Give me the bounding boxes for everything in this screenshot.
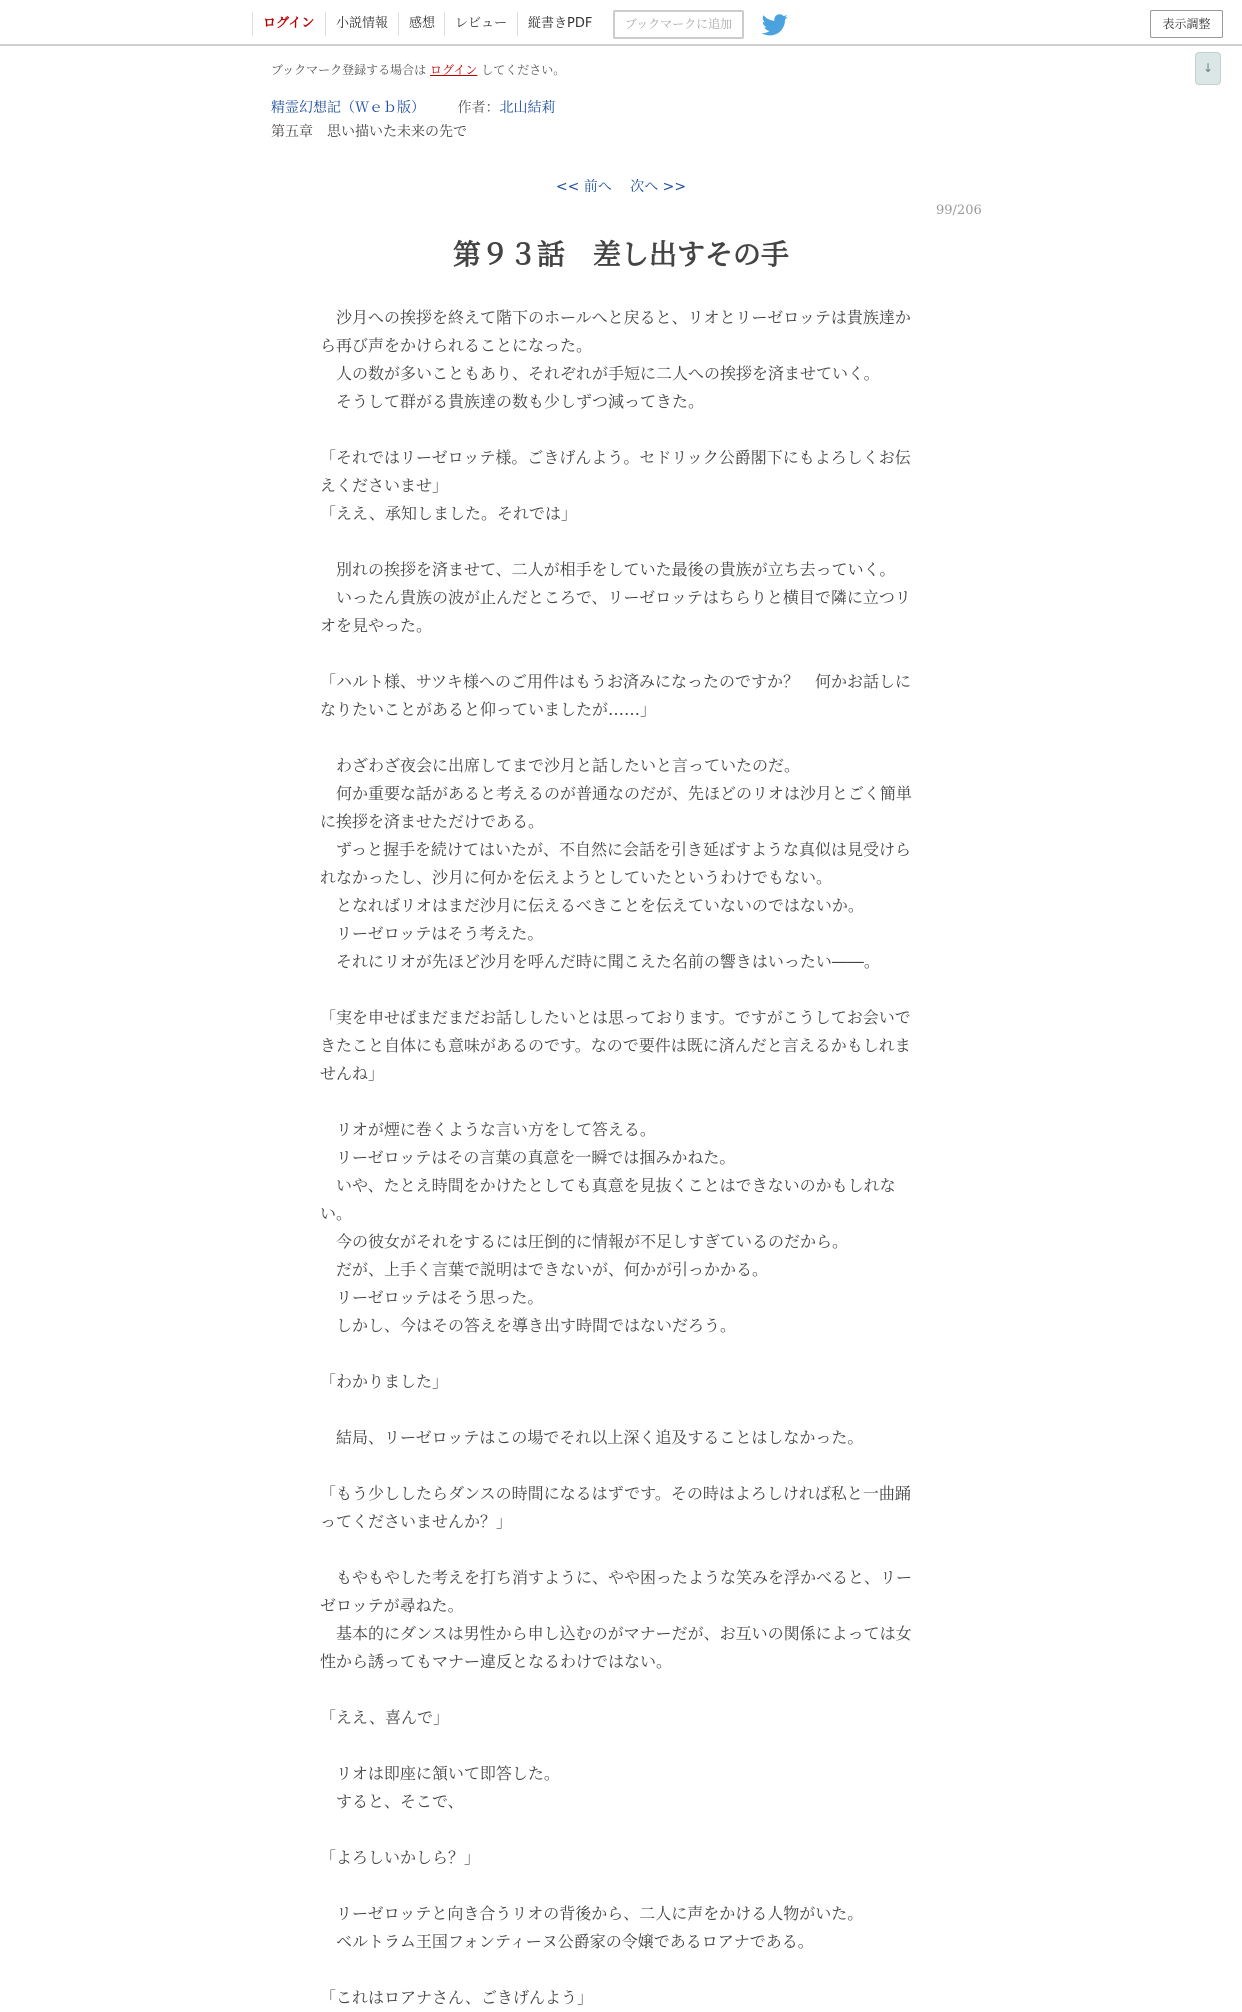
series-info xyxy=(271,97,555,117)
blank-line xyxy=(320,640,920,668)
novel-paragraph: 「わかりました」 xyxy=(320,1372,449,1391)
nav-novel-info-link[interactable]: 小説情報 xyxy=(325,12,398,36)
novel-paragraph: もやもやした考えを打ち消すように、やや困ったような笑みを浮かべると、リーゼロッテが尋ねた。 xyxy=(320,1568,913,1615)
blank-line xyxy=(320,1676,920,1704)
novel-paragraph: 人の数が多いこともあり、それぞれが手短に二人への挨拶を済ませていく。 xyxy=(320,364,880,383)
blank-line xyxy=(320,724,920,752)
nav-impressions-link[interactable]: 感想 xyxy=(398,12,445,36)
blank-line xyxy=(320,1088,920,1116)
novel-paragraph: わざわざ夜会に出席してまで沙月と話したいと言っていたのだ。 xyxy=(320,756,801,775)
novel-paragraph: いったん貴族の波が止んだところで、リーゼロッテはちらりと横目で隣に立つリオを見やった。 xyxy=(320,588,911,635)
novel-paragraph: リオは即座に頷いて即答した。 xyxy=(320,1764,560,1783)
novel-body-text xyxy=(320,304,920,2012)
top-navigation-bar xyxy=(0,0,1242,46)
bookmark-add-button[interactable]: ブックマークに追加 xyxy=(613,10,744,39)
novel-paragraph: 「ハルト様、サツキ様へのご用件はもうお済みになったのですか？ 何かお話しになりたいことがあると仰っていましたが……」 xyxy=(320,672,912,719)
blank-line xyxy=(320,1452,920,1480)
novel-paragraph: リーゼロッテと向き合うリオの背後から、二人に声をかける人物がいた。 xyxy=(320,1904,864,1923)
novel-paragraph: 「もう少ししたらダンスの時間になるはずです。その時はよろしければ私と一曲踊ってくださいませんか？」 xyxy=(320,1484,911,1531)
novel-paragraph: リーゼロッテはその言葉の真意を一瞬では掴みかねた。 xyxy=(320,1148,736,1167)
blank-line xyxy=(320,976,920,1004)
episode-pager xyxy=(0,176,1242,196)
novel-paragraph: ずっと握手を続けてはいたが、不自然に会話を引き延ばすような真似は見受けられなかったし、沙月に何かを伝えようとしていたというわけでもない。 xyxy=(320,840,912,887)
novel-paragraph: しかし、今はその答えを導き出す時間ではないだろう。 xyxy=(320,1316,737,1335)
novel-paragraph: 「実を申せばまだまだお話ししたいとは思っております。ですがこうしてお会いできたこと自体にも意味があるのです。なので要件は既に済んだと言えるかもしれませんね」 xyxy=(320,1008,911,1083)
nav-vertical-pdf-link[interactable]: 縦書きPDF xyxy=(517,12,602,36)
novel-paragraph: 別れの挨拶を済ませて、二人が相手をしていた最後の貴族が立ち去っていく。 xyxy=(320,560,896,579)
bookmark-note-text-end: してください。 xyxy=(481,63,566,77)
twitter-bird-icon[interactable] xyxy=(762,14,788,36)
novel-paragraph: 結局、リーゼロッテはこの場でそれ以上深く追及することはしなかった。 xyxy=(320,1428,864,1447)
blank-line xyxy=(320,1816,920,1844)
blank-line xyxy=(320,528,920,556)
novel-paragraph: それにリオが先ほど沙月を呼んだ時に聞こえた名前の響きはいったい――。 xyxy=(320,952,880,971)
bookmark-login-notice xyxy=(271,61,565,78)
bookmark-note-text: ブックマーク登録する場合は xyxy=(271,63,427,77)
scroll-down-button[interactable]: ↓ xyxy=(1195,52,1221,85)
author-label: 作者： xyxy=(457,100,500,116)
novel-paragraph: そうして群がる貴族達の数も少しずつ減ってきた。 xyxy=(320,392,705,411)
nav-login-link[interactable]: ログイン xyxy=(252,12,324,36)
episode-page-count: 99/206 xyxy=(936,203,982,218)
blank-line xyxy=(320,1536,920,1564)
blank-line xyxy=(320,1340,920,1368)
novel-paragraph: いや、たとえ時間をかけたとしても真意を見抜くことはできないのかもしれない。 xyxy=(320,1176,896,1223)
novel-paragraph: 「これはロアナさん、ごきげんよう」 xyxy=(320,1988,593,2007)
novel-paragraph: 何か重要な話があると考えるのが普通なのだが、先ほどのリオは沙月とごく簡単に挨拶を済ませただけである。 xyxy=(320,784,912,831)
blank-line xyxy=(320,1396,920,1424)
novel-paragraph: だが、上手く言葉で説明はできないが、何かが引っかかる。 xyxy=(320,1260,769,1279)
novel-paragraph: リーゼロッテはそう思った。 xyxy=(320,1288,544,1307)
novel-paragraph: 「ええ、承知しました。それでは」 xyxy=(320,504,577,523)
blank-line xyxy=(320,1872,920,1900)
chapter-title: 第五章 思い描いた未来の先で xyxy=(271,124,467,140)
novel-paragraph: すると、そこで、 xyxy=(320,1792,464,1811)
novel-paragraph: 基本的にダンスは男性から申し込むのがマナーだが、お互いの関係によっては女性から誘ってもマナー違反となるわけではない。 xyxy=(320,1624,912,1671)
prev-episode-link[interactable]: << 前へ xyxy=(555,179,612,195)
blank-line xyxy=(320,416,920,444)
blank-line xyxy=(320,1732,920,1760)
next-episode-link[interactable]: 次へ >> xyxy=(630,179,687,195)
novel-paragraph: リオが煙に巻くような言い方をして答える。 xyxy=(320,1120,656,1139)
novel-paragraph: 「それではリーゼロッテ様。ごきげんよう。セドリック公爵閣下にもよろしくお伝えくださいませ」 xyxy=(320,448,911,495)
bookmark-note-login-link[interactable]: ログイン xyxy=(430,63,478,77)
novel-paragraph: ベルトラム王国フォンティーヌ公爵家の令嬢であるロアナである。 xyxy=(320,1932,814,1951)
nav-review-link[interactable]: レビュー xyxy=(444,12,517,36)
novel-paragraph: 「ええ、喜んで」 xyxy=(320,1708,449,1727)
novel-paragraph: となればリオはまだ沙月に伝えるべきことを伝えていないのではないか。 xyxy=(320,896,864,915)
novel-paragraph: 「よろしいかしら？」 xyxy=(320,1848,481,1867)
novel-paragraph: 沙月への挨拶を終えて階下のホールへと戻ると、リオとリーゼロッテは貴族達から再び声をかけられることになった。 xyxy=(320,308,911,355)
blank-line xyxy=(320,1956,920,1984)
novel-paragraph: 今の彼女がそれをするには圧倒的に情報が不足しすぎているのだから。 xyxy=(320,1232,849,1251)
author-name-link[interactable]: 北山結莉 xyxy=(499,100,556,116)
display-settings-button[interactable]: 表示調整 xyxy=(1150,10,1223,38)
episode-title: 第９３話 差し出すその手 xyxy=(452,238,789,271)
series-title-link[interactable]: 精霊幻想記（Ｗｅｂ版） xyxy=(271,100,425,116)
novel-paragraph: リーゼロッテはそう考えた。 xyxy=(320,924,544,943)
